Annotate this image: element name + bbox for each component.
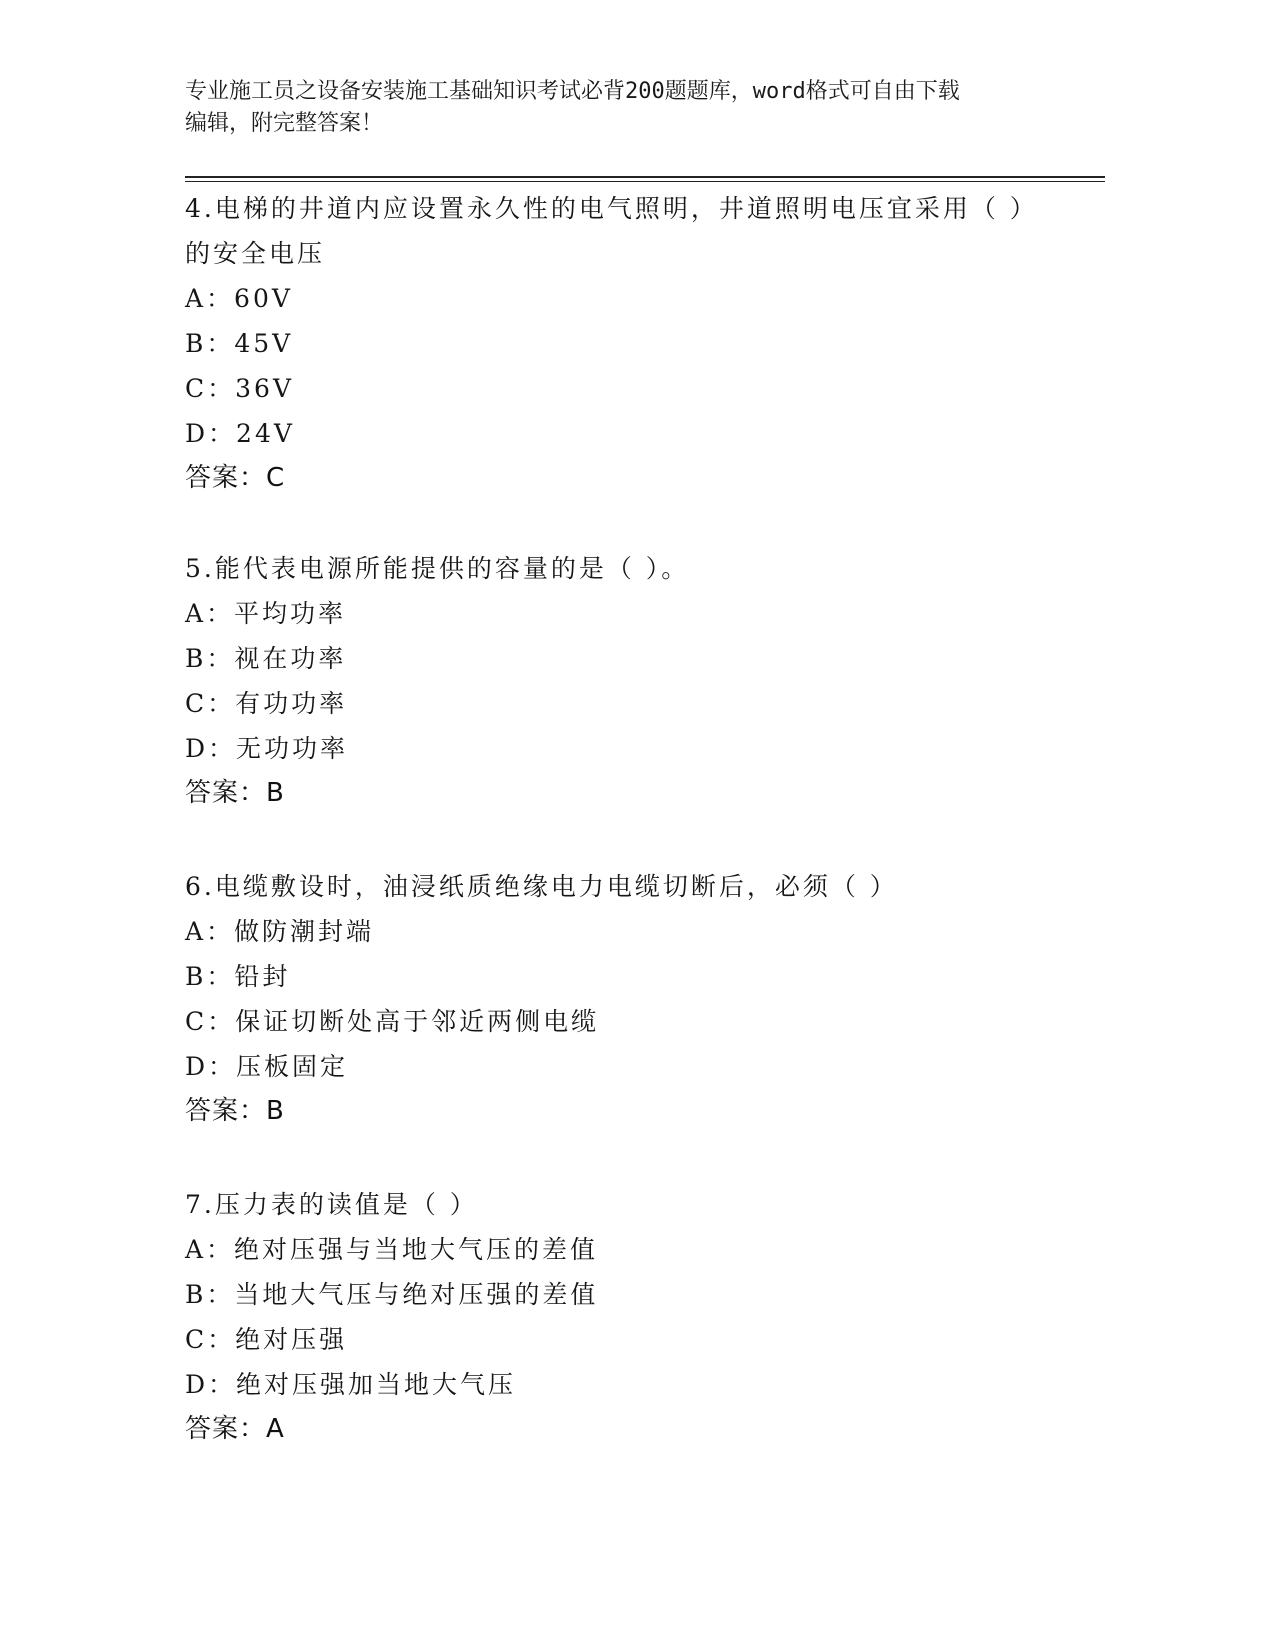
answer: 答案：B	[185, 778, 285, 808]
question-stem	[185, 864, 1085, 909]
answer: 答案：C	[185, 463, 286, 493]
option-a: A：平均功率	[185, 599, 347, 628]
option-d: D：绝对压强加当地大气压	[185, 1370, 517, 1399]
option-b: B：45V	[185, 329, 294, 358]
question-stem	[185, 1182, 1085, 1227]
option-a: A：60V	[185, 284, 293, 313]
header-divider-thin	[185, 181, 1105, 182]
header-line: 编辑，附完整答案！	[185, 111, 384, 136]
option-b: B：当地大气压与绝对压强的差值	[185, 1280, 599, 1309]
option-c: C：有功功率	[185, 689, 348, 718]
question-stem-line: 7.压力表的读值是（ ）	[185, 1190, 478, 1219]
option-d: D：无功功率	[185, 734, 349, 763]
question-stem-line: 的安全电压	[185, 239, 326, 268]
option-c: C：绝对压强	[185, 1325, 348, 1354]
answer: 答案：A	[185, 1414, 285, 1444]
option-c: C：36V	[185, 374, 294, 403]
document-header	[185, 76, 1065, 140]
question-5	[185, 546, 1085, 816]
question-stem	[185, 546, 1085, 591]
question-4	[185, 186, 1085, 501]
question-6	[185, 864, 1085, 1134]
option-b: B：铅封	[185, 962, 291, 991]
option-a: A：绝对压强与当地大气压的差值	[185, 1235, 599, 1264]
option-c: C：保证切断处高于邻近两侧电缆	[185, 1007, 600, 1036]
question-stem-line: 6.电缆敷设时，油浸纸质绝缘电力电缆切断后，必须（ ）	[185, 872, 898, 901]
question-stem-line: 4.电梯的井道内应设置永久性的电气照明，井道照明电压宜采用（ ）	[185, 194, 1038, 223]
question-7	[185, 1182, 1085, 1452]
answer: 答案：B	[185, 1096, 285, 1126]
option-b: B：视在功率	[185, 644, 347, 673]
question-stem	[185, 186, 1085, 276]
option-d: D：压板固定	[185, 1052, 349, 1081]
option-d: D：24V	[185, 419, 295, 448]
option-a: A：做防潮封端	[185, 917, 375, 946]
question-stem-line: 5.能代表电源所能提供的容量的是（ ）。	[185, 554, 690, 583]
header-line: 专业施工员之设备安装施工基础知识考试必背200题题库，word格式可自由下载	[185, 79, 960, 104]
header-divider-thick	[185, 176, 1105, 178]
